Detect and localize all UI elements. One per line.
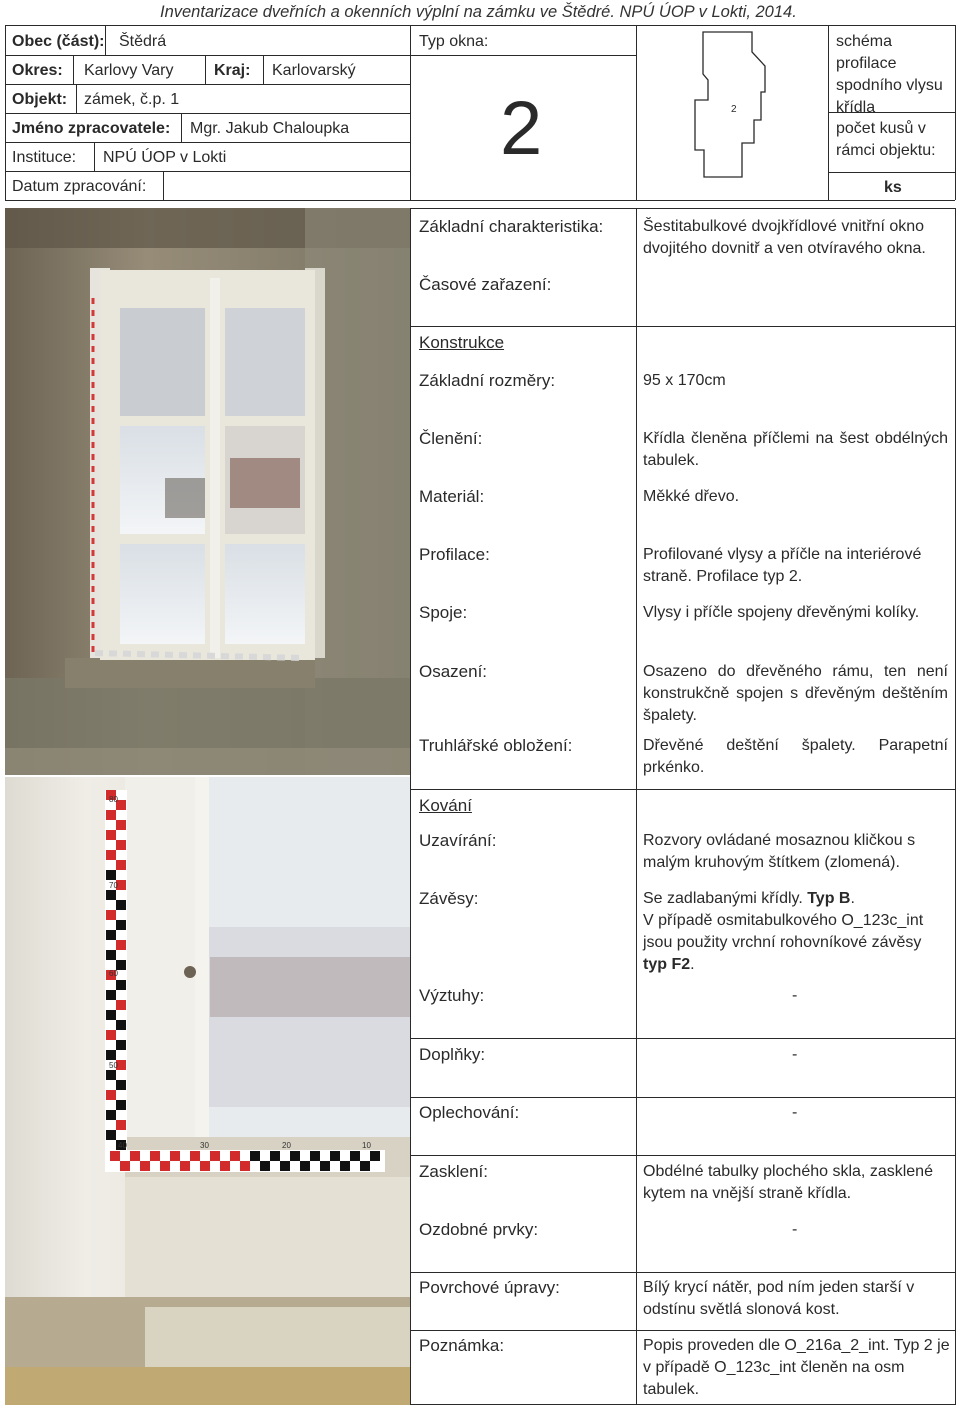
divider — [105, 25, 106, 55]
doplnky-label: Doplňky: — [419, 1045, 486, 1064]
scale-mark — [250, 1151, 260, 1161]
kraj-value: Karlovarský — [272, 62, 356, 79]
divider — [828, 172, 955, 173]
scale-mark — [340, 1161, 350, 1171]
scale-mark — [116, 1080, 126, 1090]
zavesy-text-1: Se zadlabanými křídly. — [643, 890, 808, 907]
profilace-value: Profilované vlysy a příčle na interiérové straně. Profilace typ 2. — [643, 546, 922, 585]
objekt-label: Objekt: — [12, 91, 68, 108]
scale-mark — [350, 1151, 360, 1161]
scale-mark — [160, 1161, 170, 1171]
divider — [163, 171, 164, 200]
scale-mark — [116, 840, 126, 850]
scale-mark — [106, 950, 116, 960]
window-photo — [5, 208, 410, 775]
scale-mark — [150, 1151, 160, 1161]
divider — [73, 55, 74, 84]
count-unit: ks — [884, 179, 902, 196]
zpracovatel-value: Mgr. Jakub Chaloupka — [190, 120, 350, 137]
poznamka-value: Popis proveden dle O_216a_2_int. Typ 2 je v případě O_123c_int členěn na osm tabulek. — [643, 1337, 950, 1398]
divider — [205, 55, 206, 84]
scale-mark — [106, 810, 116, 820]
scale-mark — [220, 1161, 230, 1171]
scale-mark — [130, 1151, 140, 1161]
uzavirani-label: Uzavírání: — [419, 831, 497, 850]
divider — [636, 25, 637, 200]
count-label: počet kusů v rámci objektu: — [836, 120, 936, 159]
scale-mark — [280, 1161, 290, 1171]
scale-mark — [116, 940, 126, 950]
scale-mark — [116, 1100, 126, 1110]
divider — [181, 113, 182, 142]
okres-label: Okres: — [12, 62, 63, 79]
scale-mark — [106, 930, 116, 940]
uzavirani-value: Rozvory ovládané mosaznou kličkou s malým kruhovým štítkem (zlomená). — [643, 832, 916, 871]
instituce-value: NPÚ ÚOP v Lokti — [103, 149, 227, 166]
obec-value: Štědrá — [119, 33, 167, 50]
ozdobne-value: - — [792, 1221, 798, 1238]
divider — [955, 208, 956, 1405]
osazeni-label: Osazení: — [419, 662, 488, 681]
scale-mark — [106, 850, 116, 860]
material-value: Měkké dřevo. — [643, 488, 740, 505]
spoje-label: Spoje: — [419, 603, 468, 622]
vyztuhy-value: - — [792, 987, 798, 1004]
scale-mark — [230, 1151, 240, 1161]
scale-mark — [310, 1151, 320, 1161]
divider — [410, 1038, 956, 1039]
scale-label: 80 — [109, 795, 118, 804]
scale-mark — [180, 1161, 190, 1171]
zavesy-text-2: V případě osmitabulkového O_123c_int jsou použity vrchní rohovníkové závěsy — [643, 912, 924, 951]
scale-label: 60 — [109, 969, 118, 978]
measuring-scale — [100, 790, 390, 1180]
divider — [5, 113, 410, 114]
scale-label: 30 — [200, 1141, 209, 1150]
divider — [410, 25, 411, 200]
scale-mark — [320, 1161, 330, 1171]
profile-number: 2 — [731, 104, 737, 115]
divider — [5, 142, 410, 143]
scale-mark — [106, 870, 116, 880]
type-number: 2 — [500, 86, 543, 171]
scale-mark — [106, 910, 116, 920]
poznamka-label: Poznámka: — [419, 1336, 505, 1355]
divider — [410, 1404, 956, 1405]
scale-mark — [116, 920, 126, 930]
scale-label: 50 — [109, 1061, 118, 1070]
divider — [5, 84, 410, 85]
scale-mark — [116, 980, 126, 990]
type-label: Typ okna: — [419, 33, 489, 50]
divider — [410, 208, 411, 1405]
konstrukce-label: Konstrukce — [419, 333, 505, 352]
okres-value: Karlovy Vary — [84, 62, 174, 79]
zavesy-value — [643, 888, 948, 976]
rozmery-label: Základní rozměry: — [419, 371, 556, 390]
scale-mark — [106, 1010, 116, 1020]
scale-label: 70 — [109, 881, 118, 890]
zavesy-dot-2: . — [690, 956, 695, 973]
zakladni-char-label: Základní charakteristika: — [419, 217, 604, 236]
scale-mark — [110, 1151, 120, 1161]
kraj-label: Kraj: — [214, 62, 251, 79]
zakladni-char-value: Šestitabulkové dvojkřídlové vnitřní okno dvojitého dovnitř a ven otvíravého okna. — [643, 218, 926, 257]
scale-mark — [106, 1090, 116, 1100]
divider — [76, 84, 77, 113]
scale-mark — [106, 1050, 116, 1060]
scale-mark — [116, 900, 126, 910]
zavesy-type-f2: typ F2 — [643, 956, 691, 973]
scale-mark — [330, 1151, 340, 1161]
scale-mark — [200, 1161, 210, 1171]
ozdobne-label: Ozdobné prvky: — [419, 1220, 539, 1239]
divider — [828, 25, 829, 200]
povrchove-value: Bílý krycí nátěr, pod ním jeden starší v odstínu světlá slonová kost. — [643, 1279, 915, 1318]
divider — [5, 171, 410, 172]
oplechovani-label: Oplechování: — [419, 1103, 520, 1122]
divider — [410, 326, 956, 327]
rozmery-value: 95 x 170cm — [643, 372, 726, 389]
casove-label: Časové zařazení: — [419, 275, 552, 294]
kovani-label: Kování — [419, 796, 472, 815]
divider — [410, 1330, 956, 1331]
scale-mark — [106, 1030, 116, 1040]
schema-label: schéma profilace spodního vlysu křídla — [836, 33, 943, 116]
divider — [5, 25, 955, 26]
divider — [410, 1097, 956, 1098]
truhlarske-value: Dřevěné deštění špalety. Parapetní prkénko. — [643, 737, 948, 776]
scale-mark — [170, 1151, 180, 1161]
scale-mark — [360, 1161, 370, 1171]
cleneni-label: Členění: — [419, 429, 483, 448]
page-title: Inventarizace dveřních a okenních výplní na zámku ve Štědré. NPÚ ÚOP v Lokti, 2014. — [160, 3, 797, 21]
zaskleni-label: Zasklení: — [419, 1162, 488, 1181]
scale-mark — [290, 1151, 300, 1161]
osazeni-value: Osazeno do dřevěného rámu, ten není konstrukčně spojen s dřevěným deštěním špalety. — [643, 663, 948, 724]
vyztuhy-label: Výztuhy: — [419, 986, 485, 1005]
scale-mark — [260, 1161, 270, 1171]
divider — [410, 1272, 956, 1273]
divider — [5, 55, 410, 56]
scale-label: 20 — [282, 1141, 291, 1150]
divider — [410, 208, 956, 209]
zpracovatel-label: Jméno zpracovatele: — [12, 120, 171, 137]
truhlarske-label: Truhlářské obložení: — [419, 736, 573, 755]
instituce-label: Instituce: — [12, 149, 77, 166]
scale-mark — [370, 1151, 380, 1161]
zavesy-dot-1: . — [850, 890, 855, 907]
povrchove-label: Povrchové úpravy: — [419, 1278, 560, 1297]
scale-mark — [240, 1161, 250, 1171]
scale-mark — [106, 990, 116, 1000]
divider — [94, 142, 95, 171]
zavesy-type-b: Typ B — [807, 890, 851, 907]
divider — [410, 55, 636, 56]
scale-mark — [116, 860, 126, 870]
scale-mark — [190, 1151, 200, 1161]
profilace-label: Profilace: — [419, 545, 490, 564]
scale-mark — [106, 830, 116, 840]
scale-mark — [106, 1070, 116, 1080]
zavesy-label: Závěsy: — [419, 889, 479, 908]
scale-mark — [116, 1020, 126, 1030]
scale-mark — [106, 890, 116, 900]
scale-label: 40 — [118, 1141, 127, 1150]
oplechovani-value: - — [792, 1104, 798, 1121]
cleneni-value: Křídla členěna příčlemi na šest obdélných tabulek. — [643, 430, 948, 469]
divider — [5, 25, 6, 200]
divider — [636, 208, 637, 1405]
divider — [263, 55, 264, 84]
material-label: Materiál: — [419, 487, 485, 506]
doplnky-value: - — [792, 1046, 798, 1063]
scale-mark — [106, 1110, 116, 1120]
scale-mark — [106, 1130, 116, 1140]
obec-label: Obec (část): — [12, 33, 105, 50]
divider — [410, 789, 956, 790]
divider — [5, 200, 955, 201]
scale-mark — [300, 1161, 310, 1171]
scale-label: 10 — [362, 1141, 371, 1150]
datum-label: Datum zpracování: — [12, 178, 147, 195]
scale-mark — [120, 1161, 130, 1171]
scale-mark — [210, 1151, 220, 1161]
scale-mark — [116, 1040, 126, 1050]
scale-mark — [270, 1151, 280, 1161]
divider — [955, 25, 956, 200]
scale-mark — [116, 1000, 126, 1010]
divider — [410, 1155, 956, 1156]
spoje-value: Vlysy i příčle spojeny dřevěnými kolíky. — [643, 604, 920, 621]
scale-mark — [116, 820, 126, 830]
scale-mark — [116, 1120, 126, 1130]
zaskleni-value: Obdélné tabulky plochého skla, zasklené kytem na vnější straně křídla. — [643, 1163, 933, 1202]
objekt-value: zámek, č.p. 1 — [84, 91, 180, 108]
scale-mark — [140, 1161, 150, 1171]
